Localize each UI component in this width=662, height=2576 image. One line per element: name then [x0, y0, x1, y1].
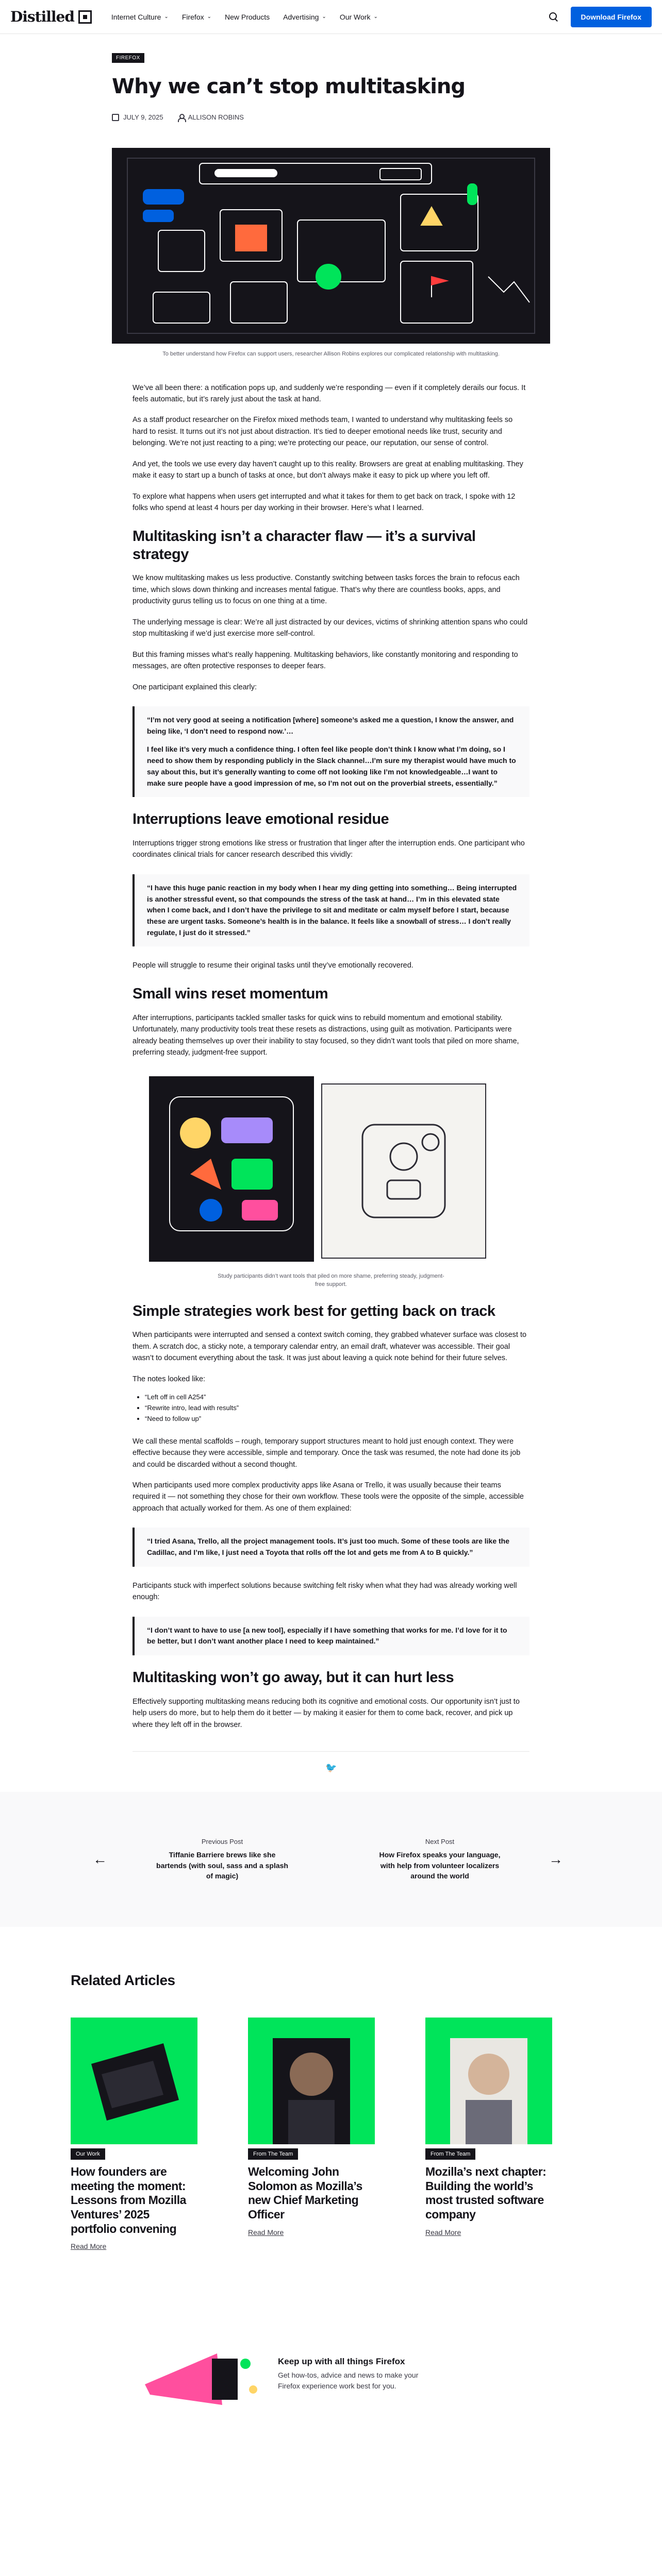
arrow-left-icon[interactable]: ← — [93, 1851, 107, 1868]
related-card[interactable] — [71, 2018, 197, 2251]
chevron-down-icon: ⌄ — [207, 14, 211, 20]
next-post-title: How Firefox speaks your language, with help from volunteer localizers around the world — [379, 1851, 501, 1880]
thumbs-up-illustration — [322, 1084, 485, 1258]
quote-text: “I tried Asana, Trello, all the project management tools. It’s just too much. Some of these tools are like the Cadillac, and I’m like, I just need a Toyota that rolls off the lot and gets me from A to B quickly.” — [147, 1537, 510, 1557]
card-tag[interactable]: Our Work — [71, 2148, 105, 2160]
nav-firefox[interactable] — [182, 13, 211, 21]
nav-label: Internet Culture — [111, 12, 161, 21]
card-image[interactable] — [425, 2018, 552, 2144]
quote-text: I feel like it’s very much a confidence thing. I often feel like people don’t think I know what I’m doing, so I need to show them by responding publicly in the Slack channel…I’m sure my therapist would have much to say about this, but it’s generally wanting to come off not looking like I’m not knowledgeable…I want to make sure people have a good impression of me, so I’m not out on the proverbial streets, essentially.” — [147, 745, 516, 787]
paragraph: We’ve all been there: a notification pops up, and suddenly we’re responding — even if it completely derails our focus. It feels automatic, but it’s rarely just about the task at hand. — [133, 383, 526, 403]
card-title[interactable]: How founders are meeting the moment: Lessons from Mozilla Ventures’ 2025 portfolio convening — [71, 2165, 186, 2235]
quote-text: “I have this huge panic reaction in my body when I hear my ding getting into something… Being interrupted is another stressful event, so that compounds the stress of the task at hand… I’m in this elevated state when I come back, and I don’t have the privilege to sit and meditate or calm myself before I start, because these are urgent tasks. Someone’s health is in the balance. It feels like a snowball of stress… I don’t really regulate, I just do it stressed.” — [147, 883, 517, 937]
previous-post-label: Previous Post — [201, 1838, 243, 1846]
read-more-link[interactable]: Read More — [425, 2228, 461, 2236]
site-logo[interactable] — [10, 8, 92, 25]
related-card[interactable] — [248, 2018, 375, 2251]
site-header — [0, 0, 662, 34]
ventures-illustration — [71, 2018, 197, 2144]
paragraph: The notes looked like: — [133, 1375, 206, 1383]
paragraph: We call these mental scaffolds – rough, temporary support structures meant to hold just enough context. They were effective because they were accessible, simple and temporary. Once the task was resumed, the note had done its job and could be discarded without a second thought. — [133, 1437, 521, 1469]
paragraph: Participants stuck with imperfect solutions because switching felt risky when what they had was already working well enough: — [133, 1581, 517, 1602]
article-header — [112, 53, 550, 121]
author-name: ALLISON ROBINS — [188, 113, 244, 121]
paragraph: When participants used more complex productivity apps like Asana or Trello, it was usually because their teams required it — not something they chose for their own workflow. These tools were the opposite of the simple, accessible approach that actually worked for them. As one of them explained: — [133, 1481, 524, 1513]
paragraph: One participant explained this clearly: — [133, 683, 257, 691]
portrait-photo — [425, 2018, 552, 2144]
share-bar — [133, 1751, 529, 1772]
portrait-photo — [248, 2018, 375, 2144]
notes-list — [145, 1392, 529, 1424]
newsletter-title: Keep up with all things Firefox — [278, 2357, 405, 2367]
logo-text: Distilled — [10, 8, 74, 25]
author[interactable] — [178, 113, 244, 121]
nav-advertising[interactable] — [283, 13, 326, 21]
related-articles — [71, 1972, 591, 2251]
card-title[interactable]: Mozilla’s next chapter: Building the world’s most trusted software company — [425, 2165, 547, 2222]
main-nav — [111, 13, 378, 21]
colorful-app-illustration — [149, 1076, 314, 1262]
megaphone-illustration — [135, 2343, 263, 2411]
paragraph: As a staff product researcher on the Firefox mixed methods team, I wanted to understand why multitasking feels so hard to resist. It turns out it’s not just about distraction. It’s tied to deeper emotional needs like trust, security and belonging. We’re not just reacting to a ping; we’re protecting our peace, our reputation, our sense of control. — [133, 416, 513, 448]
section-heading: Interruptions leave emotional residue — [133, 811, 389, 828]
post-navigation — [0, 1792, 662, 1927]
category-badge[interactable]: FIREFOX — [112, 53, 144, 63]
nav-label: Firefox — [181, 12, 204, 21]
previous-post[interactable] — [113, 1838, 331, 1881]
card-image[interactable] — [71, 2018, 197, 2144]
figure-caption: Study participants didn’t want tools that piled on more shame, preferring steady, judgment-free support. — [218, 1273, 444, 1287]
read-more-link[interactable]: Read More — [71, 2242, 107, 2251]
newsletter-text: Get how-tos, advice and news to make your Firefox experience work best for you. — [278, 2371, 419, 2390]
date-text: JULY 9, 2025 — [123, 113, 163, 121]
nav-new-products[interactable] — [225, 13, 270, 21]
paragraph: People will struggle to resume their original tasks until they’ve emotionally recovered. — [133, 961, 413, 970]
publish-date — [112, 113, 163, 121]
section-heading: Small wins reset momentum — [133, 985, 328, 1002]
related-cards — [71, 2018, 591, 2251]
pull-quote — [133, 874, 529, 946]
paragraph: But this framing misses what’s really happening. Multitasking behaviors, like constantly monitoring and responding to messages, are often protective responses to deeper fears. — [133, 650, 518, 671]
multitasking-illustration — [112, 148, 550, 344]
chevron-down-icon: ⌄ — [322, 14, 326, 20]
list-item: • “Need to follow up” — [145, 1414, 529, 1425]
page-title: Why we can’t stop multitasking — [112, 75, 466, 98]
next-post-label: Next Post — [425, 1838, 455, 1846]
paragraph: Effectively supporting multitasking means reducing both its cognitive and emotional costs. Our opportunity isn’t just to help users do more, but to help them do it better — by making it easier for them to come back, recover, and pick up where they left off in the browser. — [133, 1697, 520, 1729]
card-image[interactable] — [248, 2018, 375, 2144]
card-tag[interactable]: From The Team — [425, 2148, 475, 2160]
paragraph: To explore what happens when users get interrupted and what it takes for them to get back on track, I spoke with 12 folks who spend at least 4 hours per day working in their browser. Here’s what I learned. — [133, 492, 516, 513]
paragraph: When participants were interrupted and sensed a context switch coming, they grabbed whatever surface was closest to them. A scratch doc, a sticky note, a temporary calendar entry, an email draft, whatever was accessible. Their goal wasn’t to document everything about the task. It was just about leaving a quick note behind for their future selves. — [133, 1331, 527, 1363]
quote-text: “I don’t want to have to use [a new tool], especially if I have something that works for me. I’d love for it to be better, but I don’t want another place I need to keep maintained.” — [147, 1625, 507, 1646]
newsletter-copy — [278, 2343, 427, 2391]
previous-post-title: Tiffanie Barriere brews like she bartends (with soul, sass and a splash of magic) — [156, 1851, 288, 1880]
paragraph: We know multitasking makes us less productive. Constantly switching between tasks forces the brain to refocus each time, which slows down thinking and increases mental fatigue. That’s why there are countless books, apps, and productivity gurus telling us to focus on one thing at a time. — [133, 574, 520, 606]
pull-quote — [133, 706, 529, 797]
article-meta — [112, 113, 550, 121]
quote-text: “I’m not very good at seeing a notification [where] someone’s asked me a question, I know the answer, and being like, ‘I don’t need to respond now.’… — [147, 716, 514, 735]
section-heading: Multitasking won’t go away, but it can hurt less — [133, 1669, 454, 1686]
nav-our-work[interactable] — [340, 13, 378, 21]
list-item: • “Rewrite intro, lead with results” — [145, 1403, 529, 1414]
paragraph: After interruptions, participants tackled smaller tasks for quick wins to rebuild momentum and emotional stability. Unfortunately, many productivity tools treat these resets as distractions, using guilt as motivation. Participants were already beating themselves up over their inability to stay focused, so they didn’t want tools that piled on more shame, preferring steady, judgment-free support. — [133, 1013, 519, 1057]
newsletter-illustration — [135, 2343, 263, 2411]
read-more-link[interactable]: Read More — [248, 2228, 284, 2236]
inline-figure — [133, 1071, 529, 1267]
chevron-down-icon: ⌄ — [164, 14, 169, 20]
card-tag[interactable]: From The Team — [248, 2148, 298, 2160]
paragraph: Interruptions trigger strong emotions like stress or frustration that linger after the interruption ends. One participant who coordinates clinical trials for cancer research described this vividly: — [133, 839, 525, 859]
arrow-right-icon[interactable]: → — [549, 1851, 563, 1868]
hero-caption: To better understand how Firefox can support users, researcher Allison Robins explores our complicated relationship with multitasking. — [162, 351, 500, 357]
related-card[interactable] — [425, 2018, 552, 2251]
list-item: • “Left off in cell A254” — [145, 1392, 529, 1403]
pull-quote — [133, 1617, 529, 1655]
nav-label: Advertising — [283, 12, 319, 21]
newsletter-signup — [71, 2343, 591, 2411]
nav-label: Our Work — [339, 12, 371, 21]
nav-label: New Products — [225, 12, 270, 21]
calm-support-illustration — [321, 1083, 486, 1259]
article-body — [133, 382, 529, 1731]
hero-illustration — [112, 148, 550, 344]
related-heading: Related Articles — [71, 1972, 175, 1989]
logo-mark-icon — [78, 10, 92, 24]
apps-cluster-illustration — [149, 1076, 314, 1262]
header-actions — [549, 7, 652, 27]
paragraph: And yet, the tools we use every day haven’t caught up to this reality. Browsers are great at enabling multitasking. They make it easy to start up a bunch of tasks at once, but don’t always make it easy to pick up where you left off. — [133, 460, 523, 480]
figure-images — [133, 1071, 529, 1267]
section-heading: Multitasking isn’t a character flaw — it’s a survival strategy — [133, 528, 476, 563]
paragraph: The underlying message is clear: We’re all just distracted by our devices, victims of shrinking attention spans who could stop multitasking if we’d just exercise more self-control. — [133, 618, 528, 638]
nav-internet-culture[interactable] — [111, 13, 169, 21]
calendar-icon — [112, 114, 119, 121]
search-icon[interactable] — [549, 12, 558, 22]
card-title[interactable]: Welcoming John Solomon as Mozilla’s new Chief Marketing Officer — [248, 2165, 362, 2222]
section-heading: Simple strategies work best for getting back on track — [133, 1302, 495, 1319]
pull-quote — [133, 1528, 529, 1566]
download-firefox-button[interactable]: Download Firefox — [571, 7, 652, 27]
chevron-down-icon: ⌄ — [373, 14, 378, 20]
twitter-bird-icon[interactable]: 🐦 — [325, 1762, 337, 1773]
next-post[interactable] — [331, 1838, 549, 1881]
user-icon — [178, 114, 184, 121]
